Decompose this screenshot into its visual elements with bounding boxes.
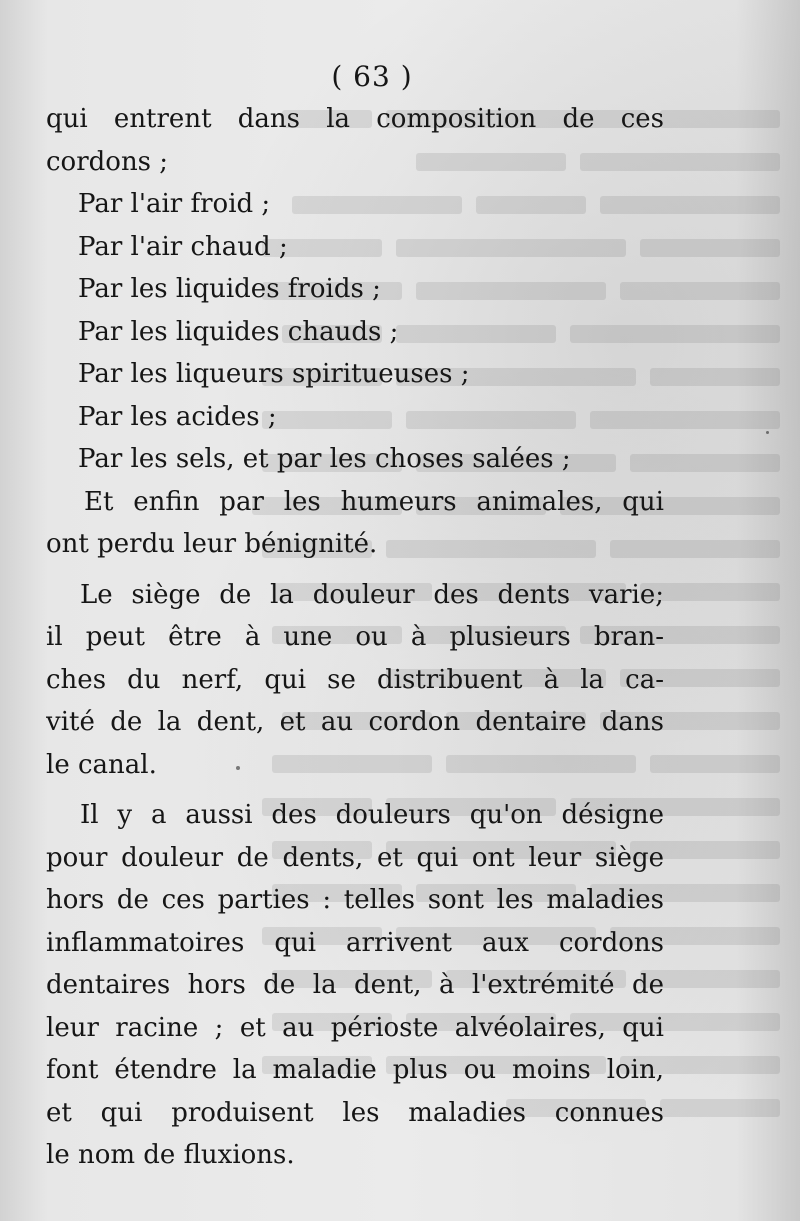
paragraph-aussi bbox=[46, 794, 664, 1177]
list-item: Par les acides ; bbox=[78, 401, 277, 432]
text-line: ches du nerf, qui se distribuent à la ca- bbox=[46, 664, 664, 695]
list-item: Par l'air froid ; bbox=[78, 189, 271, 219]
text-line: qui entrent dans la composition de ces bbox=[46, 104, 664, 134]
text-line: ont perdu leur bénignité. bbox=[46, 529, 378, 559]
text-line: dentaires hors de la dent, à l'extrémité de bbox=[46, 970, 664, 1000]
list-item: Par les liquides chauds ; bbox=[78, 316, 399, 347]
paragraph-intro bbox=[46, 98, 664, 183]
text-line: le nom de fluxions. bbox=[46, 1140, 295, 1170]
list-item: Par les liquides froids ; bbox=[78, 274, 381, 304]
cause-list bbox=[46, 183, 664, 481]
text-line: Et enfin par les humeurs animales, qui bbox=[84, 486, 664, 517]
text-line: vité de la dent, et au cordon dentaire dans bbox=[46, 707, 664, 737]
text-line: il peut être à une ou à plusieurs bran- bbox=[46, 622, 664, 652]
page-number: ( 63 ) bbox=[331, 60, 413, 93]
ink-speck bbox=[766, 431, 769, 434]
text-line: le canal. bbox=[46, 749, 157, 780]
text-line: Le siège de la douleur des dents varie; bbox=[80, 579, 664, 610]
text-line: cordons ; bbox=[46, 146, 169, 177]
text-line: hors de ces parties : telles sont les maladies bbox=[46, 885, 664, 915]
list-item: Par l'air chaud ; bbox=[78, 231, 288, 262]
paragraph-gap bbox=[46, 786, 664, 794]
page-text bbox=[46, 58, 664, 1177]
list-item: Par les sels, et par les choses salées ; bbox=[78, 444, 571, 474]
paragraph-siege bbox=[46, 574, 664, 787]
paragraph-enfin bbox=[46, 481, 664, 566]
list-item: Par les liqueurs spiritueuses ; bbox=[78, 359, 470, 389]
text-line: font étendre la maladie plus ou moins loin, bbox=[46, 1055, 664, 1085]
text-line: Il y a aussi des douleurs qu'on désigne bbox=[80, 800, 664, 830]
text-line: pour douleur de dents, et qui ont leur siège bbox=[46, 842, 664, 873]
text-line: inflammatoires qui arrivent aux cordons bbox=[46, 927, 664, 958]
paragraph-gap bbox=[46, 566, 664, 574]
text-line: leur racine ; et au périoste alvéolaires, qui bbox=[46, 1012, 664, 1043]
text-line: et qui produisent les maladies connues bbox=[46, 1097, 664, 1128]
